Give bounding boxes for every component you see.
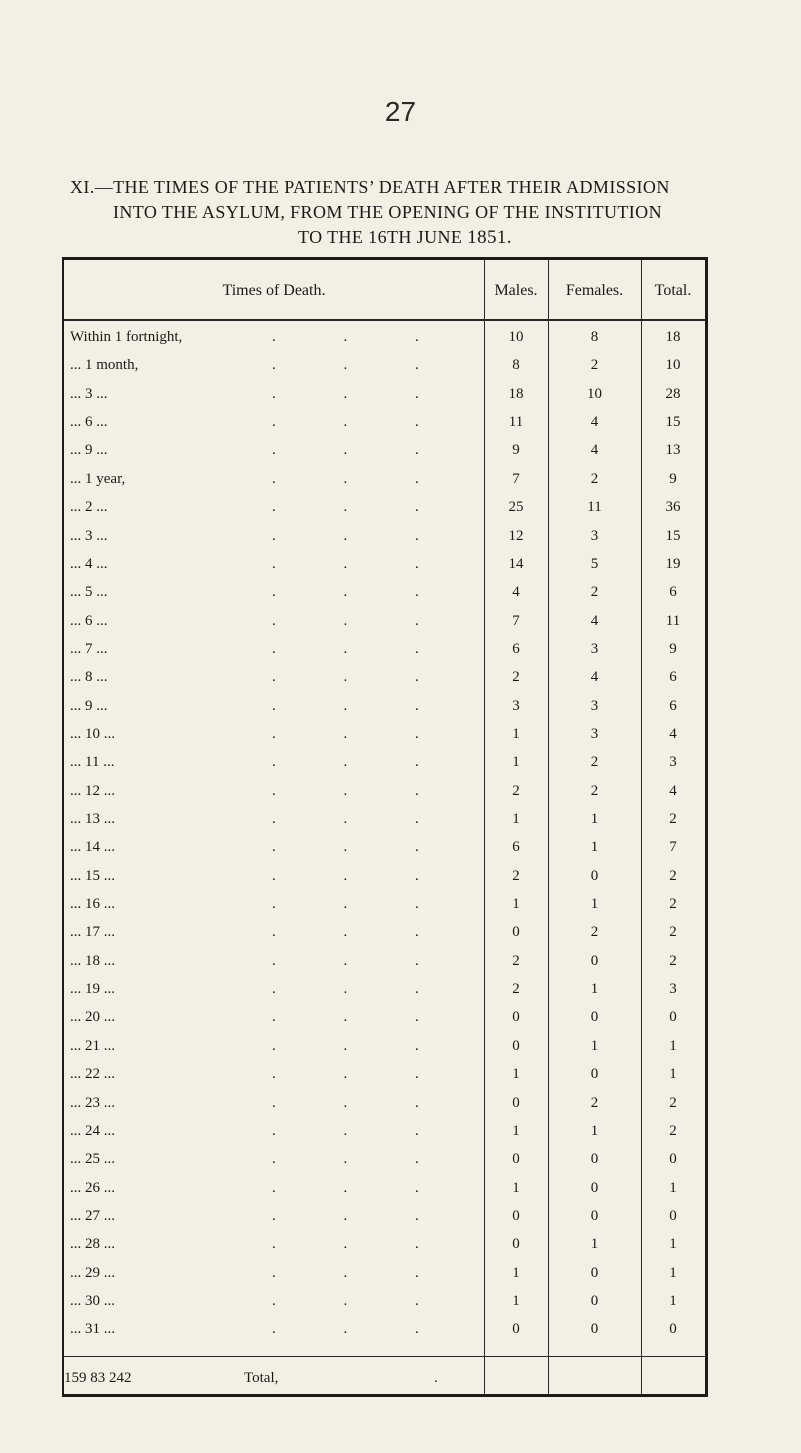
row-males: 2 (512, 669, 520, 686)
row-females: 0 (590, 1264, 599, 1281)
row-total: 6 (669, 669, 677, 686)
table-row (64, 1205, 705, 1228)
table-row (64, 751, 705, 774)
row-leader-dots: . . . (272, 1037, 451, 1054)
table-row (64, 1063, 705, 1086)
row-label: ... 13 ... (70, 811, 115, 827)
row-females: 1 (590, 1122, 599, 1139)
row-females: 2 (590, 584, 599, 601)
row-total: 0 (669, 1207, 677, 1224)
table-row (64, 1006, 705, 1029)
row-leader-dots: . . . (272, 839, 451, 856)
row-females: 0 (590, 1292, 599, 1309)
table-row (64, 695, 705, 718)
row-males: 1 (512, 811, 520, 827)
row-leader-dots: . . . (272, 924, 451, 941)
page-number: 27 (384, 96, 417, 127)
row-label: ... 29 ... (70, 1264, 115, 1281)
table-caption (70, 175, 770, 250)
row-leader-dots: . . . (272, 470, 451, 487)
row-females: 3 (590, 640, 599, 657)
caption-line-1: XI.—THE TIMES OF THE PATIENTS’ DEATH AFTER THEIR ADMISSION (70, 177, 670, 197)
row-label: ... 9 ... (70, 442, 108, 459)
row-leader-dots: . . . (272, 952, 451, 969)
row-leader-dots: . . . (272, 697, 451, 714)
row-total: 36 (665, 499, 681, 516)
row-females: 11 (587, 499, 602, 516)
row-label: ... 22 ... (70, 1066, 115, 1083)
row-females: 1 (590, 896, 599, 912)
row-label: ... 11 ... (70, 754, 115, 771)
table-row (64, 1290, 705, 1313)
row-label: ... 2 ... (70, 499, 108, 516)
row-males: 1 (512, 1122, 520, 1139)
row-females: 0 (590, 1066, 599, 1083)
table-row (64, 468, 705, 491)
row-males: 2 (512, 952, 520, 969)
row-total: 9 (669, 470, 677, 487)
row-label: ... 21 ... (70, 1037, 115, 1054)
row-females: 3 (590, 697, 599, 714)
row-total: 0 (669, 1009, 677, 1026)
row-leader-dots: . . . (272, 640, 451, 657)
row-label: ... 7 ... (70, 640, 108, 657)
row-label: ... 1 year, (70, 470, 126, 487)
row-label: ... 9 ... (70, 697, 108, 714)
row-males: 2 (512, 981, 520, 998)
row-males: 1 (512, 1292, 520, 1309)
row-males: 12 (508, 527, 524, 544)
row-total: 3 (669, 981, 677, 998)
row-total: 1 (669, 1179, 677, 1196)
row-label: ... 24 ... (70, 1122, 115, 1139)
row-males: 1 (512, 1066, 520, 1083)
row-males: 2 (512, 782, 520, 799)
row-males: 6 (512, 839, 520, 856)
row-total: 0 (669, 1151, 677, 1168)
row-label: ... 6 ... (70, 414, 108, 431)
row-leader-dots: . . . (272, 669, 451, 686)
row-label: ... 27 ... (70, 1207, 115, 1224)
row-leader-dots: . . . (272, 555, 451, 572)
table-row (64, 950, 705, 973)
row-females: 4 (590, 414, 599, 431)
row-label: ... 3 ... (70, 527, 108, 544)
table-row (64, 1262, 705, 1285)
row-males: 0 (512, 1094, 520, 1111)
row-leader-dots: . . . (272, 1264, 451, 1281)
row-females: 0 (590, 1207, 599, 1224)
row-leader-dots: . . . (272, 442, 451, 459)
row-total: 15 (665, 527, 681, 544)
row-label: ... 30 ... (70, 1292, 115, 1309)
row-leader-dots: . . . (272, 1236, 451, 1253)
row-total: 2 (669, 924, 677, 941)
row-leader-dots: . . . (272, 1066, 451, 1083)
row-leader-dots: . . . (272, 499, 451, 516)
row-leader-dots: . . . (272, 414, 451, 431)
total-leader-dot: . (434, 1370, 438, 1386)
row-label: ... 31 ... (70, 1321, 115, 1338)
table-row (64, 1120, 705, 1143)
row-females: 1 (590, 839, 599, 856)
row-label: ... 28 ... (70, 1236, 115, 1253)
row-total: 1 (669, 1292, 677, 1309)
row-males: 6 (512, 640, 520, 657)
row-leader-dots: . . . (272, 527, 451, 544)
row-males: 0 (512, 1009, 520, 1026)
row-total: 1 (669, 1264, 677, 1281)
row-label: ... 19 ... (70, 981, 115, 998)
table-row (64, 865, 705, 888)
row-leader-dots: . . . (272, 584, 451, 601)
row-females: 0 (590, 1179, 599, 1196)
row-females: 1 (590, 1236, 599, 1253)
row-leader-dots: . . . (272, 811, 451, 827)
caption-line-3 (70, 225, 770, 250)
row-label: ... 6 ... (70, 612, 108, 629)
caption-line-3-prefix: TO THE 16TH JUNE (298, 227, 468, 247)
row-females: 5 (590, 555, 599, 572)
row-total: 10 (665, 357, 681, 374)
row-label: ... 14 ... (70, 839, 115, 856)
table-row (64, 496, 705, 519)
row-label: ... 15 ... (70, 867, 115, 884)
row-males: 9 (512, 442, 520, 459)
table-row (64, 1035, 705, 1058)
row-males: 4 (512, 584, 520, 601)
row-leader-dots: . . . (272, 612, 451, 629)
row-leader-dots: . . . (272, 1151, 451, 1168)
row-males: 8 (512, 357, 520, 374)
row-leader-dots: . . . (272, 725, 451, 742)
header-males: Males. (494, 282, 538, 299)
row-label: ... 20 ... (70, 1009, 115, 1026)
header-females: Females. (565, 282, 624, 299)
row-females: 3 (590, 725, 599, 742)
row-total: 1 (669, 1066, 677, 1083)
row-males: 3 (512, 697, 520, 714)
table-row (64, 666, 705, 689)
row-males: 1 (512, 896, 520, 912)
row-label: ... 23 ... (70, 1094, 115, 1111)
row-females: 1 (590, 981, 599, 998)
row-females: 8 (590, 329, 599, 345)
row-total: 1 (669, 1236, 677, 1253)
row-leader-dots: . . . (272, 1207, 451, 1224)
row-leader-dots: . . . (272, 1094, 451, 1111)
table-row (64, 978, 705, 1001)
row-total: 4 (669, 782, 677, 799)
row-total: 18 (665, 329, 681, 345)
row-leader-dots: . . . (272, 357, 451, 374)
table-row (64, 1318, 705, 1341)
total-males: 159 (64, 1370, 87, 1386)
row-label: ... 16 ... (70, 896, 115, 912)
row-females: 2 (590, 1094, 599, 1111)
row-females: 2 (590, 782, 599, 799)
row-females: 4 (590, 442, 599, 459)
row-males: 0 (512, 924, 520, 941)
row-males: 0 (512, 1321, 520, 1338)
row-label: ... 26 ... (70, 1179, 115, 1196)
table-row (64, 1092, 705, 1115)
row-total: 2 (669, 1094, 677, 1111)
row-females: 4 (590, 612, 599, 629)
row-total: 9 (669, 640, 677, 657)
caption-year: 1851. (467, 227, 512, 248)
row-total: 2 (669, 952, 677, 969)
table-row (64, 525, 705, 548)
row-males: 0 (512, 1151, 520, 1168)
table-row (64, 921, 705, 944)
row-total: 11 (665, 612, 681, 629)
row-males: 0 (512, 1236, 520, 1253)
row-label: ... 5 ... (70, 584, 108, 601)
row-males: 2 (512, 867, 520, 884)
row-females: 0 (590, 1321, 599, 1338)
row-total: 13 (665, 442, 681, 459)
row-label: ... 8 ... (70, 669, 108, 686)
row-total: 2 (669, 811, 677, 827)
row-males: 18 (508, 385, 524, 402)
row-males: 10 (508, 329, 524, 345)
row-total: 2 (669, 896, 677, 912)
row-leader-dots: . . . (272, 329, 451, 345)
row-label: ... 10 ... (70, 725, 115, 742)
total-row (64, 1365, 705, 1391)
row-females: 1 (590, 1037, 599, 1054)
table-row (64, 439, 705, 462)
row-label: ... 4 ... (70, 555, 108, 572)
table-row (64, 326, 705, 349)
row-total: 28 (665, 385, 681, 402)
table-row (64, 1148, 705, 1171)
row-males: 0 (512, 1207, 520, 1224)
row-leader-dots: . . . (272, 1292, 451, 1309)
row-total: 6 (669, 584, 677, 601)
table-row (64, 638, 705, 661)
row-total: 2 (669, 867, 677, 884)
row-females: 2 (590, 754, 599, 771)
row-total: 2 (669, 1122, 677, 1139)
row-females: 0 (590, 867, 599, 884)
row-males: 1 (512, 1264, 520, 1281)
row-total: 7 (669, 839, 677, 856)
row-total: 19 (665, 555, 681, 572)
row-males: 25 (508, 499, 524, 516)
row-total: 6 (669, 697, 677, 714)
table-row (64, 808, 705, 831)
row-leader-dots: . . . (272, 385, 451, 402)
row-males: 11 (508, 414, 524, 431)
row-label: Within 1 fortnight, (70, 329, 183, 345)
row-leader-dots: . . . (272, 782, 451, 799)
row-label: ... 3 ... (70, 385, 108, 402)
table-row (64, 581, 705, 604)
row-females: 3 (590, 527, 599, 544)
row-label: ... 12 ... (70, 782, 115, 799)
row-leader-dots: . . . (272, 754, 451, 771)
row-label: ... 17 ... (70, 924, 115, 941)
row-females: 10 (587, 385, 602, 402)
row-females: 2 (590, 470, 599, 487)
row-total: 4 (669, 725, 677, 742)
header-times-of-death: Times of Death. (222, 282, 326, 299)
header-total: Total. (654, 282, 692, 299)
table-row (64, 553, 705, 576)
row-males: 14 (508, 555, 524, 572)
total-females: 83 (90, 1370, 106, 1386)
table-row (64, 1233, 705, 1256)
table-row (64, 836, 705, 859)
row-total: 1 (669, 1037, 677, 1054)
table-row (64, 1177, 705, 1200)
row-leader-dots: . . . (272, 981, 451, 998)
table-row (64, 780, 705, 803)
total-label: Total, (244, 1370, 279, 1386)
row-leader-dots: . . . (272, 1122, 451, 1139)
row-males: 1 (512, 754, 520, 771)
table-row (64, 893, 705, 916)
row-males: 7 (512, 612, 520, 629)
row-females: 0 (590, 952, 599, 969)
table-row (64, 723, 705, 746)
row-label: ... 1 month, (70, 357, 139, 374)
row-females: 0 (590, 1151, 599, 1168)
row-total: 3 (669, 754, 677, 771)
table-row (64, 610, 705, 633)
row-total: 15 (665, 414, 681, 431)
deaths-table (62, 257, 708, 1397)
row-males: 0 (512, 1037, 520, 1054)
row-females: 2 (590, 357, 599, 374)
table-row (64, 411, 705, 434)
row-leader-dots: . . . (272, 1321, 451, 1338)
total-total: 242 (109, 1370, 132, 1386)
header-rule (64, 319, 705, 321)
row-leader-dots: . . . (272, 1179, 451, 1196)
row-females: 2 (590, 924, 599, 941)
row-females: 4 (590, 669, 599, 686)
row-leader-dots: . . . (272, 896, 451, 912)
row-females: 0 (590, 1009, 599, 1026)
row-leader-dots: . . . (272, 1009, 451, 1026)
row-label: ... 18 ... (70, 952, 115, 969)
row-label: ... 25 ... (70, 1151, 115, 1168)
row-females: 1 (590, 811, 599, 827)
row-males: 1 (512, 725, 520, 742)
table-row (64, 383, 705, 406)
row-leader-dots: . . . (272, 867, 451, 884)
total-rule (64, 1356, 705, 1357)
caption-line-2: INTO THE ASYLUM, FROM THE OPENING OF THE INSTITUTION (113, 202, 662, 222)
row-total: 0 (669, 1321, 677, 1338)
table-row (64, 354, 705, 377)
row-males: 1 (512, 1179, 520, 1196)
row-males: 7 (512, 470, 520, 487)
